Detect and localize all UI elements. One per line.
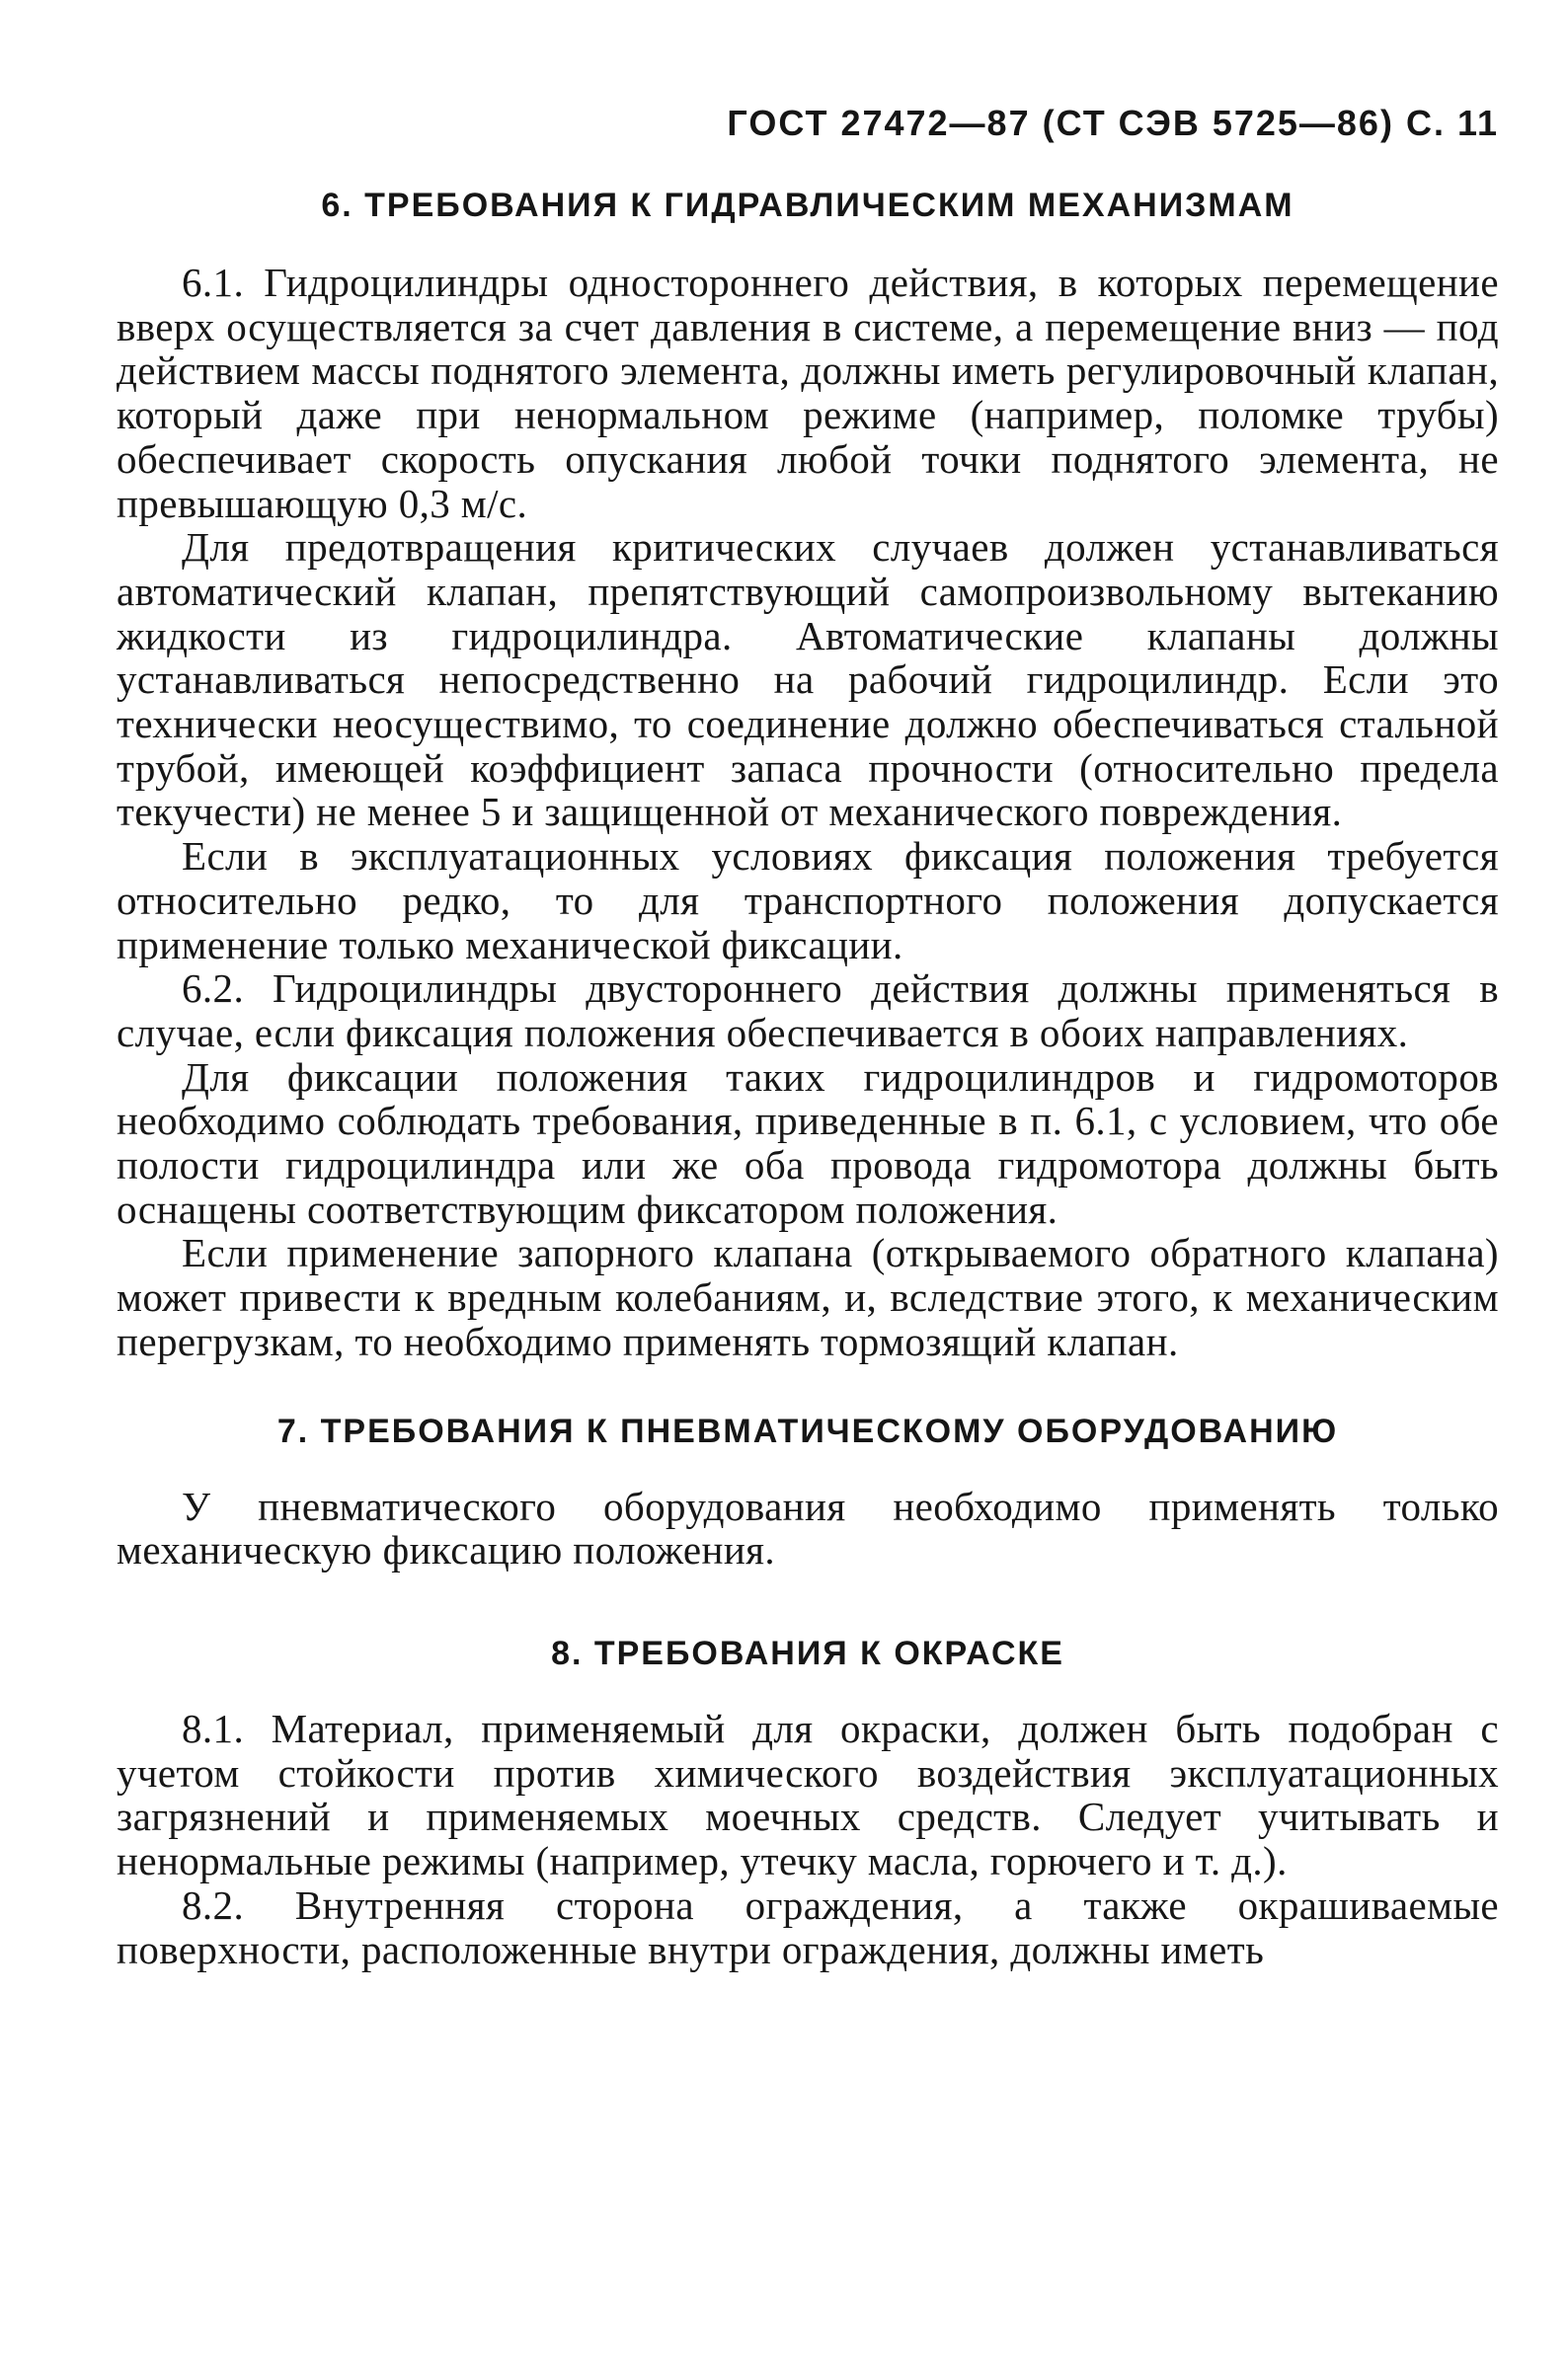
paragraph-7: У пневматического оборудования необходимо применять только механическую фиксацию положения. xyxy=(117,1483,1499,1574)
paragraph-8-2: 8.2. Внутренняя сторона ограждения, а также окрашиваемые поверхности, расположенные внутри ограждения, должны иметь xyxy=(117,1881,1499,1972)
paragraph-6-2: 6.2. Гидроцилиндры двустороннего действия должны применяться в случае, если фиксация положения обеспечивается в обоих направлениях. xyxy=(117,965,1499,1055)
section-7-heading: 7. ТРЕБОВАНИЯ К ПНЕВМАТИЧЕСКОМУ ОБОРУДОВАНИЮ xyxy=(276,1412,1339,1450)
paragraph-6-1: 6.1. Гидроцилиндры одностороннего действия, в которых перемещение вверх осуществляется за счет давления в системе, а перемещение вниз — под действием массы поднятого элемента, должны иметь регулировочный клапан, который даже при ненормальном режиме (например, поломке трубы) обеспечивает скорость опускания любой точки поднятого элемента, не превышающую 0,3 м/с. xyxy=(117,260,1499,526)
paragraph-6-2-brake-valve: Если применение запорного клапана (открываемого обратного клапана) может привести к вредным колебаниям, и, вследствие этого, к механическим перегрузкам, то необходимо применять тормозящий клапан. xyxy=(117,1230,1499,1364)
running-head: ГОСТ 27472—87 (СТ СЭВ 5725—86) С. 11 xyxy=(727,103,1499,143)
section-8-heading: 8. ТРЕБОВАНИЯ К ОКРАСКЕ xyxy=(551,1634,1064,1672)
paragraph-6-1-valve: Для предотвращения критических случаев должен устанавливаться автоматический клапан, препятствующий самопроизвольному вытеканию жидкости из гидроцилиндра. Автоматические клапаны должны устанавливаться непосредственно на рабочий гидроцилиндр. Если это технически неосуществимо, то соединение должно обеспечиваться стальной трубой, имеющей коэффициент запаса прочности (относительно предела текучести) не менее 5 и защищенной от механического повреждения. xyxy=(117,524,1499,835)
section-6-heading: 6. ТРЕБОВАНИЯ К ГИДРАВЛИЧЕСКИМ МЕХАНИЗМАМ xyxy=(321,187,1294,224)
paragraph-8-1: 8.1. Материал, применяемый для окраски, должен быть подобран с учетом стойкости против химического воздействия эксплуатационных загрязнений и применяемых моечных средств. Следует учитывать и ненормальные режимы (например, утечку масла, горючего и т. д.). xyxy=(117,1705,1499,1884)
paragraph-6-2-motors: Для фиксации положения таких гидроцилиндров и гидромоторов необходимо соблюдать требования, приведенные в п. 6.1, с условием, что обе полости гидроцилиндра или же оба провода гидромотора должны быть оснащены соответствующим фиксатором положения. xyxy=(117,1053,1499,1232)
document-page xyxy=(117,99,1499,1971)
paragraph-6-1-fixation: Если в эксплуатационных условиях фиксация положения требуется относительно редко, то для транспортного положения допускается применение только механической фиксации. xyxy=(117,833,1499,967)
